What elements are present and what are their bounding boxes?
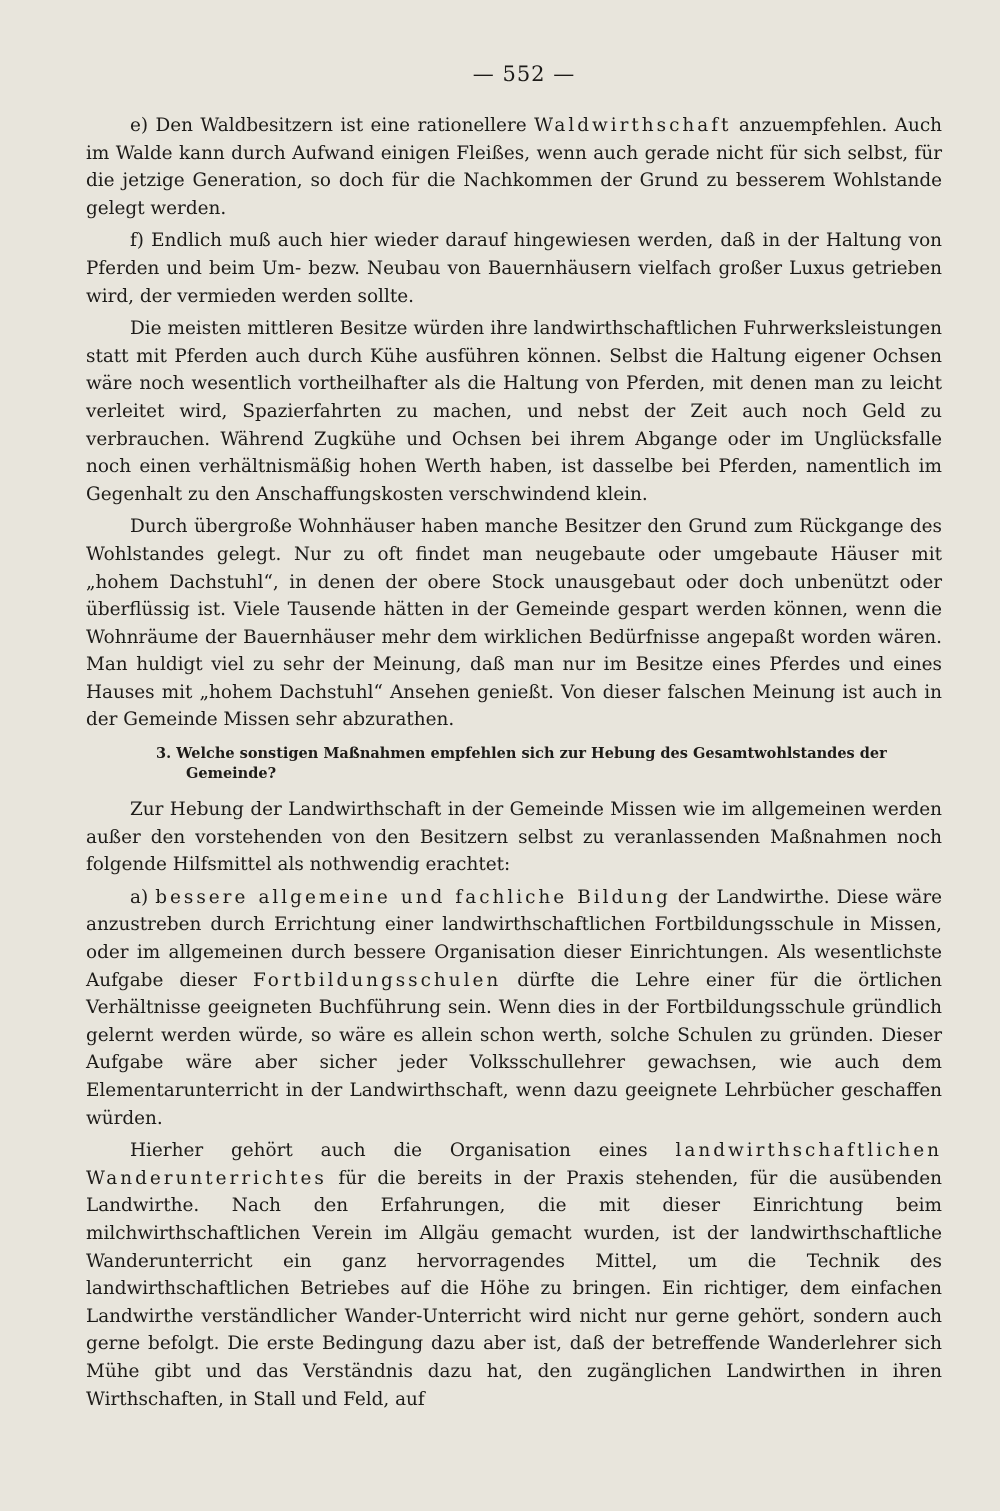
spaced-emphasis: Waldwirthschaft (534, 115, 732, 136)
paragraph-luxury-warning: f) Endlich muß auch hier wieder darauf hingewiesen werden, daß in der Haltung von Pferden und beim Um- bezw. Neubau von Bauernhäusern vielfach großer Luxus getrieben wird, der vermieden werden sollte. (86, 230, 942, 307)
text-run: der Landwirthe. Diese wäre anzustreben durch Errichtung einer landwirthschaftlichen Fortbildungsschule in Missen, oder im allgemeinen durch bessere Organisation dieser Einrichtungen. Als wesentlichste Aufgabe dieser (86, 886, 942, 991)
spaced-emphasis: landwirthschaftlichen Wanderunterrichtes (86, 1140, 942, 1189)
section-heading (86, 744, 942, 784)
text-run: für die bereits in der Praxis stehenden, für die ausübenden Landwirthe. Nach den Erfahrungen, die mit dieser Einrichtung beim milchwirthschaftlichen Verein im Allgäu gemacht wurden, ist der landwirthschaftliche Wanderunterricht ein ganz hervorragendes Mittel, um die Technik des landwirthschaftlichen Betriebes auf die Höhe zu bringen. Ein richtiger, dem einfachen Landwirthe verständlicher Wander-Unterricht wird nicht nur gerne gehört, sondern auch gerne befolgt. Die erste Bedingung dazu aber ist, daß der betreffende Wanderlehrer sich Mühe gibt und das Verständnis dazu hat, den zugänglichen Landwirthen in ihren Wirthschaften, in Stall und Feld, auf (86, 1167, 942, 1410)
spaced-emphasis: Fortbildungsschulen (252, 969, 502, 991)
heading-line: Gemeinde? (186, 765, 277, 783)
paragraph-education (86, 884, 942, 1132)
page-number: — 552 — (472, 62, 576, 86)
paragraph-draft-animals: Die meisten mittleren Besitze würden ihre landwirthschaftlichen Fuhrwerksleistungen statt mit Pferden auch durch Kühe ausführen können. Selbst die Haltung eigener Ochsen wäre noch wesentlich vortheilhafter als die Haltung von Pferden, mit denen man zu leicht verleitet wird, Spazierfahrten zu machen, und nebst der Zeit auch noch Geld zu verbrauchen. Während Zugkühe und Ochsen bei ihrem Abgange oder im Unglücksfalle noch einen verhältnismäßig hohen Werth haben, ist dasselbe bei Pferden, namentlich im Gegenhalt zu den Anschaffungskosten verschwindend klein. (86, 318, 942, 505)
heading-line: 3. Welche sonstigen Maßnahmen empfehlen sich zur Hebung des Gesamtwohlstandes der (156, 745, 887, 763)
paragraph-houses: Durch übergroße Wohnhäuser haben manche Besitzer den Grund zum Rückgange des Wohlstandes gelegt. Nur zu oft findet man neugebaute oder umgebaute Häuser mit „hohem Dachstuhl“, in denen der obere Stock unausgebaut oder doch unbenützt oder überflüssig ist. Viele Tausende hätten in der Gemeinde gespart werden können, wenn die Wohnräume der Bauernhäuser mehr dem wirklichen Bedürfnisse angepaßt worden wären. Man huldigt viel zu sehr der Meinung, daß man nur im Besitze eines Pferdes und eines Hauses mit „hohem Dachstuhl“ Ansehen genießt. Von dieser falschen Meinung ist auch in der Gemeinde Missen sehr abzurathen. (86, 516, 942, 731)
text-run: Hierher gehört auch die Organisation eines (130, 1140, 676, 1162)
paragraph-measures-intro: Zur Hebung der Landwirthschaft in der Gemeinde Missen wie im allgemeinen werden außer den vorstehenden von den Besitzern selbst zu veranlassenden Maßnahmen noch folgende Hilfsmittel als nothwendig erachtet: (86, 799, 942, 876)
paragraph-itinerant-teaching (86, 1137, 942, 1413)
spaced-emphasis: bessere allgemeine und fachliche Bildung (155, 886, 671, 908)
text-run: anzuempfehlen. Auch im Walde kann durch Aufwand einigen Fleißes, wenn auch gerade nicht für sich selbst, für die jetzige Generation, so doch für die Nachkommen der Grund zu besserem Wohlstande gelegt werden. (86, 115, 942, 219)
paragraph-forest-management (86, 112, 942, 222)
text-run: e) Den Waldbesitzern ist eine rationellere (130, 115, 535, 136)
text-run: a) (130, 886, 156, 908)
text-run: dürfte die Lehre einer für die örtlichen Verhältnisse geeigneten Buchführung sein. Wenn dies in der Fortbildungsschule gründlich gelernt werden würde, so wäre es allein schon werth, solche Schulen zu gründen. Dieser Aufgabe wäre aber sicher jeder Volksschullehrer gewachsen, wie auch dem Elementarunterricht in der Landwirthschaft, wenn dazu geeignete Lehrbücher geschaffen würden. (86, 969, 942, 1129)
